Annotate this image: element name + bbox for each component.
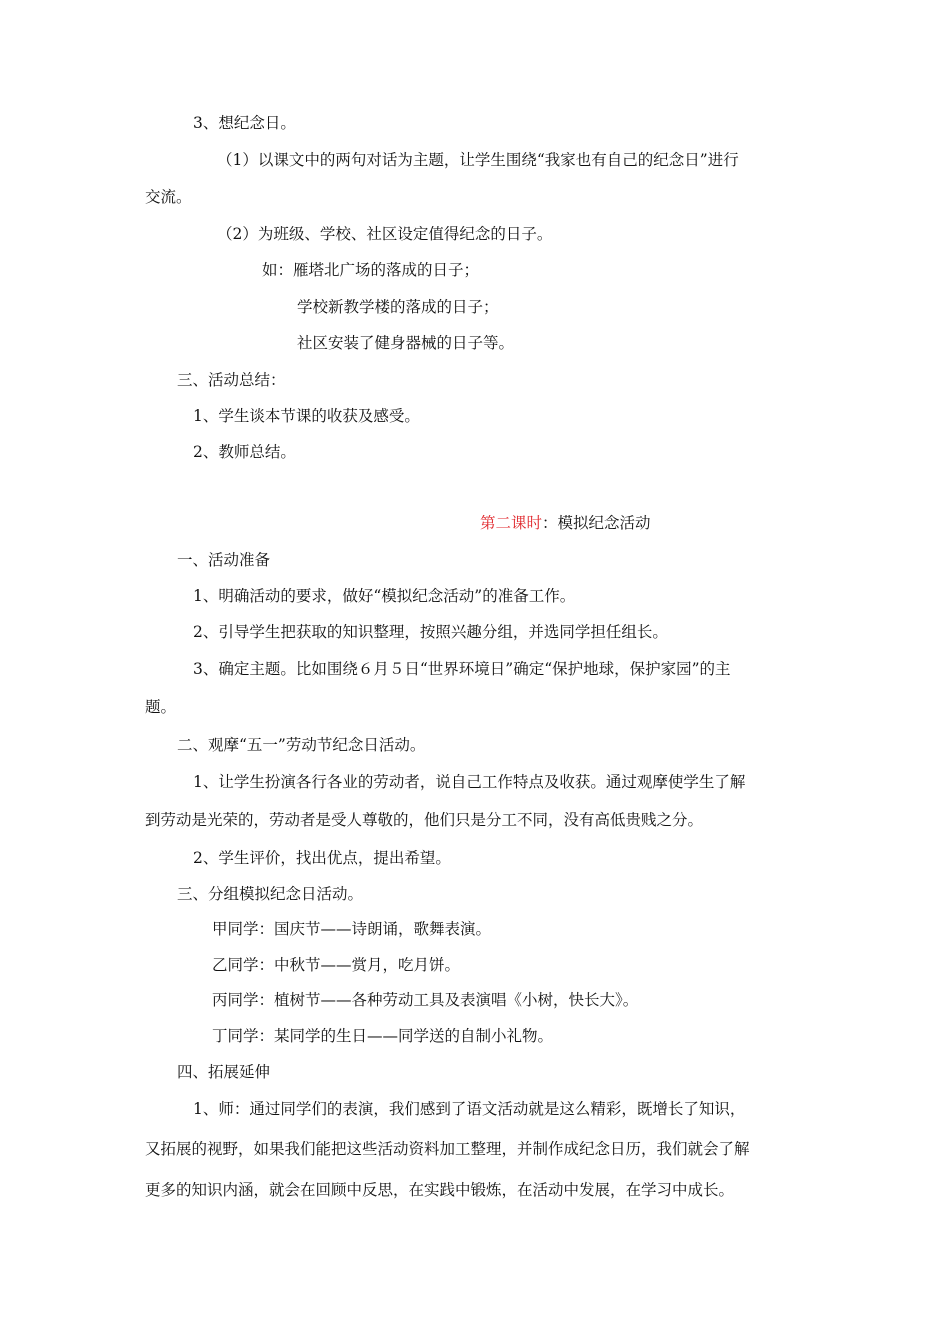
extend-title: 四、拓展延伸 xyxy=(177,1063,271,1081)
item3-sub2: （2）为班级、学校、社区设定值得纪念的日子。 xyxy=(217,225,553,243)
extend-1-line1: 1、师：通过同学们的表演，我们感到了语文活动就是这么精彩，既增长了知识， xyxy=(193,1100,746,1118)
example-3: 社区安装了健身器械的日子等。 xyxy=(297,334,515,352)
summary-title: 三、活动总结： xyxy=(177,371,286,389)
prep-2: 2、引导学生把获取的知识整理，按照兴趣分组，并选同学担任组长。 xyxy=(193,623,668,641)
group-yi: 乙同学：中秋节——赏月，吃月饼。 xyxy=(212,956,461,974)
lesson2-heading xyxy=(480,513,651,533)
example-1: 如：雁塔北广场的落成的日子； xyxy=(262,261,480,279)
prep-3-line1: 3、确定主题。比如围绕６月５日“世界环境日”确定“保护地球，保护家园”的主 xyxy=(193,660,731,678)
prep-3-line2: 题。 xyxy=(145,698,177,716)
summary-2: 2、教师总结。 xyxy=(193,443,296,461)
prep-1: 1、明确活动的要求，做好“模拟纪念活动”的准备工作。 xyxy=(193,587,576,605)
item3-title: 3、想纪念日。 xyxy=(193,114,296,132)
example-2: 学校新教学楼的落成的日子； xyxy=(297,298,499,316)
lesson2-label: 第二课时 xyxy=(480,514,543,532)
lesson2-title: ：模拟纪念活动 xyxy=(542,514,651,532)
observe-1-line1: 1、让学生扮演各行各业的劳动者，说自己工作特点及收获。通过观摩使学生了解 xyxy=(193,773,746,791)
observe-1-line2: 到劳动是光荣的，劳动者是受人尊敬的，他们只是分工不同，没有高低贵贱之分。 xyxy=(145,811,704,829)
observe-2: 2、学生评价，找出优点，提出希望。 xyxy=(193,849,451,867)
item3-sub1-line2: 交流。 xyxy=(145,188,192,206)
group-ding: 丁同学：某同学的生日——同学送的自制小礼物。 xyxy=(212,1027,554,1045)
group-jia: 甲同学：国庆节——诗朗诵，歌舞表演。 xyxy=(212,920,492,938)
observe-title: 二、观摩“五一”劳动节纪念日活动。 xyxy=(177,736,426,754)
group-bing: 丙同学：植树节——各种劳动工具及表演唱《小树，快长大》。 xyxy=(212,991,639,1009)
summary-1: 1、学生谈本节课的收获及感受。 xyxy=(193,407,420,425)
extend-1-line2: 又拓展的视野，如果我们能把这些活动资料加工整理，并制作成纪念日历，我们就会了解 xyxy=(145,1140,750,1158)
extend-1-line3: 更多的知识内涵，就会在回顾中反思，在实践中锻炼，在活动中发展，在学习中成长。 xyxy=(145,1181,735,1199)
group-title: 三、分组模拟纪念日活动。 xyxy=(177,885,364,903)
prep-title: 一、活动准备 xyxy=(177,551,271,569)
item3-sub1-line1: （1）以课文中的两句对话为主题，让学生围绕“我家也有自己的纪念日”进行 xyxy=(217,151,739,169)
